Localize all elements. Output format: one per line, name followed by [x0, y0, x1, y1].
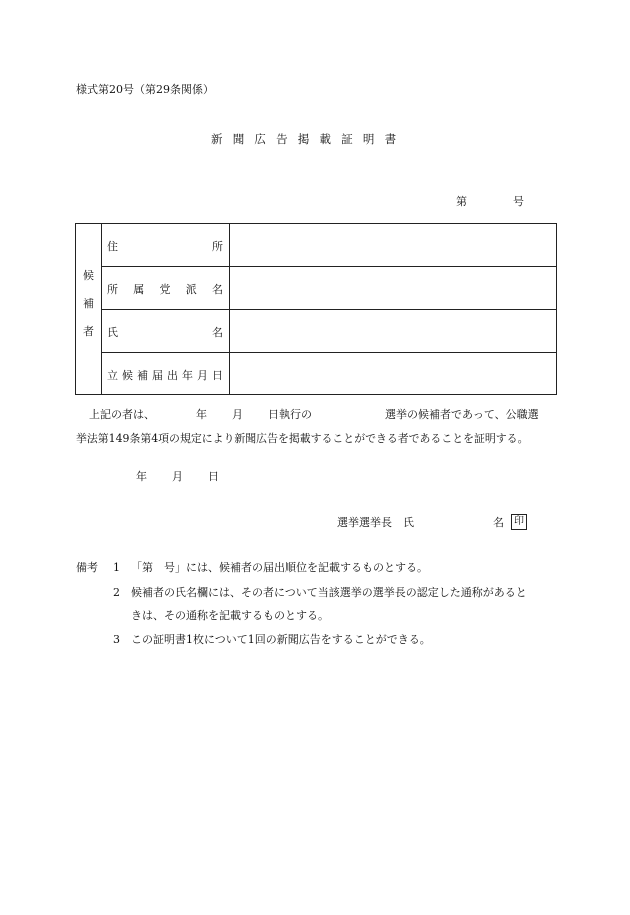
statement-year: 年 — [196, 408, 207, 421]
candidate-table — [75, 223, 557, 395]
table-divider-horizontal — [101, 266, 556, 267]
issue-date-day: 日 — [208, 470, 219, 483]
signature-name-label: 名 — [493, 516, 504, 529]
address-field[interactable] — [234, 238, 550, 254]
election-chief-title: 選挙選挙長 氏 — [337, 516, 414, 529]
table-divider-horizontal — [101, 352, 556, 353]
party-field[interactable] — [234, 281, 550, 297]
statement-day-held: 日執行の — [268, 408, 312, 421]
note-text: 「第 号」には、候補者の届出順位を記載するものとする。 — [131, 561, 428, 574]
row-label-name: 氏 名 — [107, 326, 223, 339]
certificate-number-prefix: 第 — [456, 195, 467, 208]
notes-heading: 備考 — [76, 561, 98, 574]
row-label-party: 所 属 党 派 名 — [107, 283, 223, 296]
note-number: 3 — [113, 633, 120, 646]
row-label-address: 住 所 — [107, 240, 223, 253]
row-label-filing-date: 立 候 補 届 出 年 月 日 — [107, 369, 223, 382]
document-title: 新聞広告掲載証明書 — [211, 132, 407, 146]
candidate-side-label: 候 補 者 — [83, 269, 94, 338]
name-field[interactable] — [234, 324, 550, 340]
statement-month: 月 — [232, 408, 243, 421]
note-text: この証明書1枚について1回の新聞広告をすることができる。 — [131, 633, 431, 646]
statement-lead: 上記の者は、 — [89, 408, 155, 421]
note-text: 候補者の氏名欄には、その者について当該選挙の選挙長の認定した通称があると — [131, 586, 527, 599]
note-number: 1 — [113, 561, 120, 574]
seal-mark: 印 — [511, 514, 527, 530]
issue-date-year: 年 — [136, 470, 147, 483]
table-divider-horizontal — [101, 309, 556, 310]
form-number: 様式第20号（第29条関係） — [76, 83, 214, 96]
note-text-continuation: きは、その通称を記載するものとする。 — [131, 609, 329, 622]
filing-date-field[interactable] — [234, 367, 550, 383]
statement-line-2: 挙法第149条第4項の規定により新聞広告を掲載することができる者であることを証明する。 — [76, 432, 529, 445]
issue-date-month: 月 — [172, 470, 183, 483]
certificate-number-suffix: 号 — [513, 195, 524, 208]
note-number: 2 — [113, 586, 120, 599]
statement-election: 選挙の候補者であって、公職選 — [385, 408, 539, 421]
